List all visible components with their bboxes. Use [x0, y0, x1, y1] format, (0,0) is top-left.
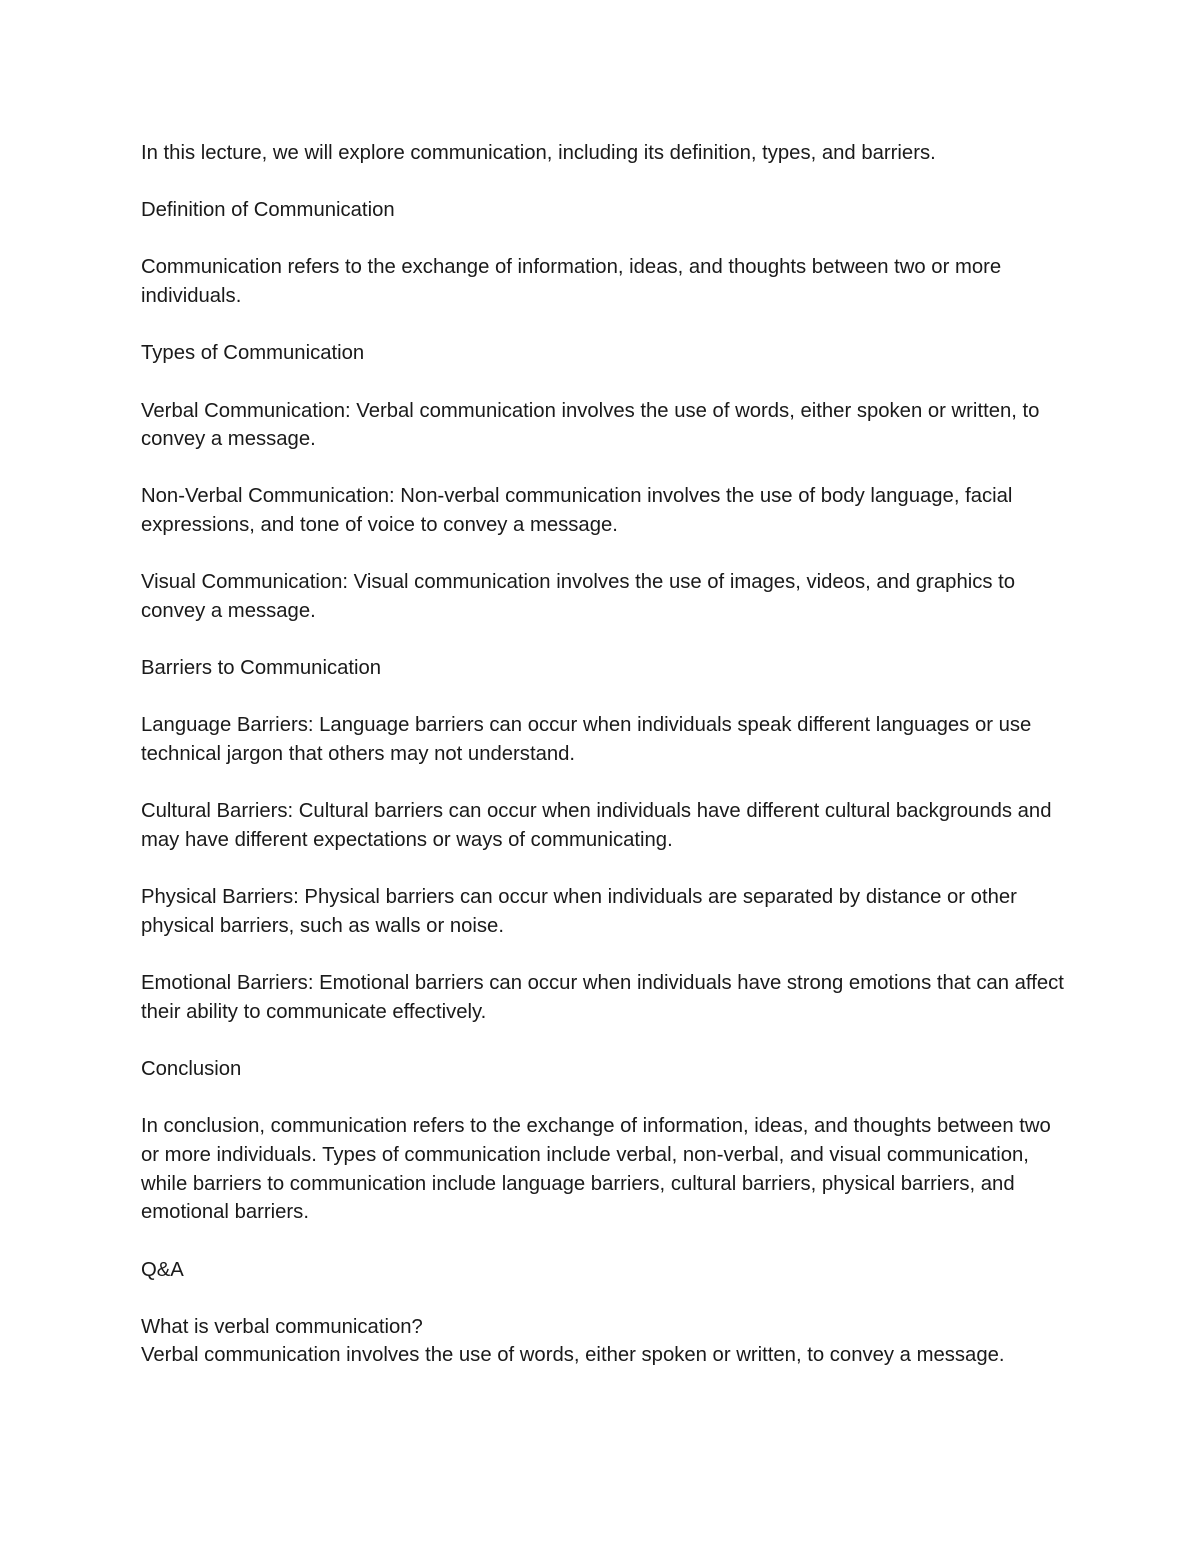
definition-paragraph: Communication refers to the exchange of information, ideas, and thoughts between two or more individuals. — [141, 256, 1002, 308]
qa-question: What is verbal communication? — [141, 1315, 423, 1338]
emotional-barriers-paragraph: Emotional Barriers: Emotional barriers can occur when individuals have strong emotions that can affect their ability to communicate effectively. — [141, 972, 1064, 1023]
conclusion-paragraph: In conclusion, communication refers to the exchange of information, ideas, and thoughts between two or more individuals. Types of communication include verbal, non-verbal, and visual communication, while barriers to communication include language barriers, cultural barriers, physical barriers, and emotional barriers. — [141, 1115, 1051, 1224]
language-barriers-paragraph: Language Barriers: Language barriers can occur when individuals speak different languages or use technical jargon that others may not understand. — [141, 714, 1032, 766]
cultural-barriers-paragraph: Cultural Barriers: Cultural barriers can occur when individuals have different cultural backgrounds and may have different expectations or ways of communicating. — [141, 800, 1052, 852]
intro-paragraph: In this lecture, we will explore communication, including its definition, types, and barriers. — [141, 142, 936, 164]
visual-communication-paragraph: Visual Communication: Visual communication involves the use of images, videos, and graphics to convey a message. — [141, 571, 1016, 623]
qa-answer: Verbal communication involves the use of words, either spoken or written, to convey a message. — [141, 1344, 1005, 1367]
physical-barriers-paragraph: Physical Barriers: Physical barriers can occur when individuals are separated by distance or other physical barriers, such as walls or noise. — [141, 886, 1017, 937]
qa-heading: Q&A — [141, 1258, 184, 1281]
conclusion-heading: Conclusion — [141, 1058, 242, 1081]
definition-heading: Definition of Communication — [141, 199, 395, 222]
barriers-heading: Barriers to Communication — [141, 657, 382, 680]
document-page — [141, 139, 1071, 1399]
types-heading: Types of Communication — [141, 342, 365, 365]
non-verbal-communication-paragraph: Non-Verbal Communication: Non-verbal communication involves the use of body language, facial expressions, and tone of voice to convey a message. — [141, 485, 1013, 537]
verbal-communication-paragraph: Verbal Communication: Verbal communication involves the use of words, either spoken or written, to convey a message. — [141, 399, 1040, 451]
